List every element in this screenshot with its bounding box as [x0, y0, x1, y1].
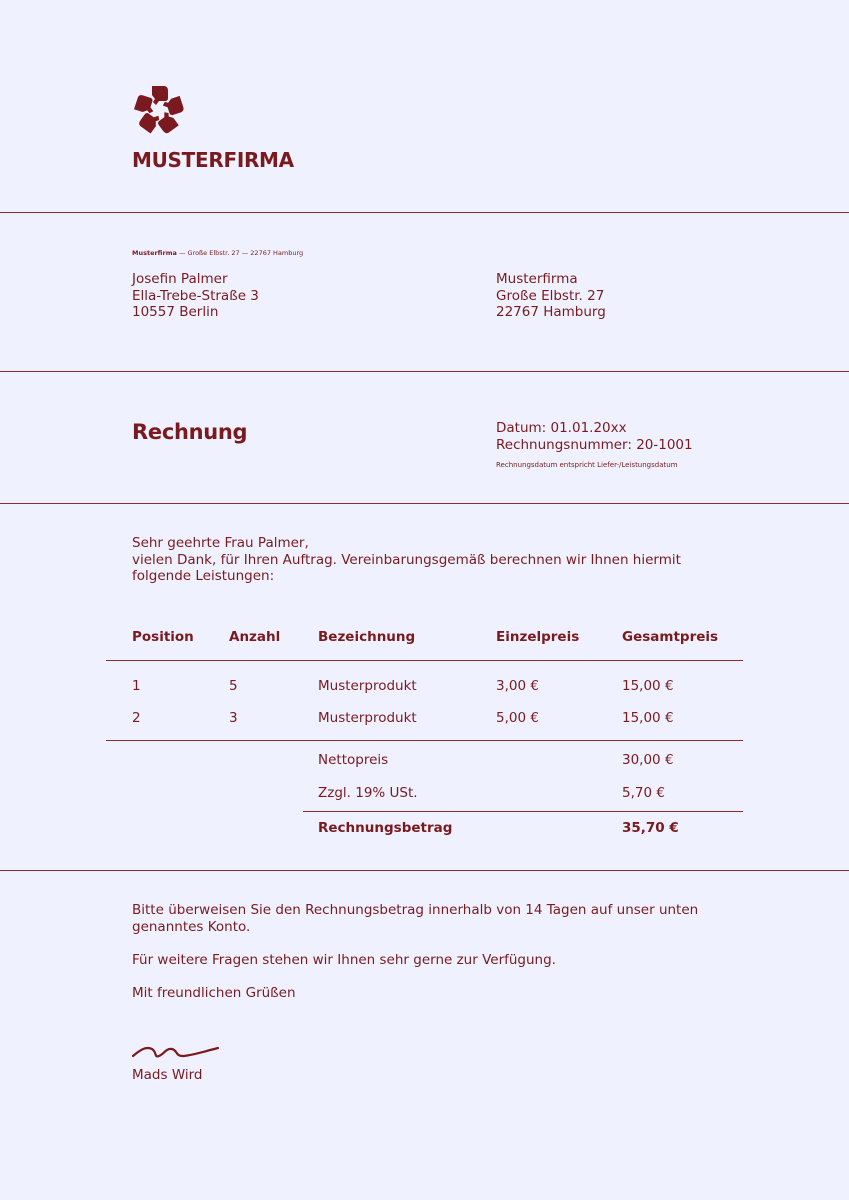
net-label: Nettopreis — [318, 752, 389, 768]
invoice-date-note: Rechnungsdatum entspricht Liefer-/Leistungsdatum — [496, 461, 678, 469]
tax-value: 5,70 € — [622, 785, 665, 801]
divider — [0, 212, 849, 213]
payment-line: Bitte überweisen Sie den Rechnungsbetrag innerhalb von 14 Tagen auf unser unten — [132, 902, 699, 918]
intro-line: vielen Dank, für Ihren Auftrag. Vereinbarungsgemäß berechnen wir Ihnen hiermit — [132, 551, 681, 568]
row2-position: 2 — [132, 710, 141, 726]
sender-city: 22767 Hamburg — [496, 304, 606, 320]
total-value: 35,70 € — [622, 820, 679, 836]
recipient-city: 10557 Berlin — [132, 304, 219, 320]
sender-name: Musterfirma — [496, 271, 578, 287]
signature — [132, 1040, 222, 1062]
row2-einzelpreis: 5,00 € — [496, 710, 539, 726]
regards-text: Mit freundlichen Grüßen — [132, 985, 296, 1001]
sender-street: Große Elbstr. 27 — [496, 287, 605, 304]
tax-label: Zzgl. 19% USt. — [318, 785, 418, 801]
row1-anzahl: 5 — [229, 678, 238, 694]
invoice-date: Datum: 01.01.20xx — [496, 420, 627, 436]
sender-address — [496, 271, 606, 321]
row1-einzelpreis: 3,00 € — [496, 678, 539, 694]
divider — [0, 503, 849, 504]
col-header-position: Position — [132, 629, 194, 645]
payment-line: genanntes Konto. — [132, 918, 251, 935]
company-logo — [132, 83, 186, 137]
questions-text: Für weitere Fragen stehen wir Ihnen sehr gerne zur Verfügung. — [132, 952, 556, 968]
row1-gesamtpreis: 15,00 € — [622, 678, 674, 694]
invoice-meta — [496, 420, 693, 453]
recipient-street: Ella-Trebe-Straße 3 — [132, 287, 259, 304]
row1-position: 1 — [132, 678, 141, 694]
sender-return-line — [132, 249, 303, 257]
table-body-divider — [106, 740, 743, 741]
company-name: MUSTERFIRMA — [132, 148, 294, 172]
divider — [0, 371, 849, 372]
recipient-address — [132, 271, 259, 321]
col-header-bezeichnung: Bezeichnung — [318, 629, 416, 645]
payment-instructions — [132, 902, 698, 935]
total-divider — [303, 811, 743, 812]
letter-intro — [132, 535, 681, 585]
signer-name: Mads Wird — [132, 1067, 203, 1083]
sender-return-name: Musterfirma — [132, 249, 177, 257]
col-header-einzelpreis: Einzelpreis — [496, 629, 580, 645]
signature-scribble-icon — [132, 1040, 222, 1062]
row2-bezeichnung: Musterprodukt — [318, 710, 417, 726]
table-header-divider — [106, 660, 743, 661]
net-value: 30,00 € — [622, 752, 674, 768]
invoice-number: Rechnungsnummer: 20-1001 — [496, 436, 693, 453]
row2-anzahl: 3 — [229, 710, 238, 726]
intro-line: folgende Leistungen: — [132, 568, 275, 584]
row2-gesamtpreis: 15,00 € — [622, 710, 674, 726]
divider — [0, 870, 849, 871]
total-label: Rechnungsbetrag — [318, 820, 453, 836]
invoice-title: Rechnung — [132, 420, 248, 444]
sender-return-address: — Große Elbstr. 27 — 22767 Hamburg — [176, 249, 304, 257]
recipient-name: Josefin Palmer — [132, 271, 228, 287]
hands-circle-logo-icon — [132, 83, 186, 137]
salutation: Sehr geehrte Frau Palmer, — [132, 535, 309, 551]
col-header-anzahl: Anzahl — [229, 629, 281, 645]
col-header-gesamtpreis: Gesamtpreis — [622, 629, 719, 645]
row1-bezeichnung: Musterprodukt — [318, 678, 417, 694]
